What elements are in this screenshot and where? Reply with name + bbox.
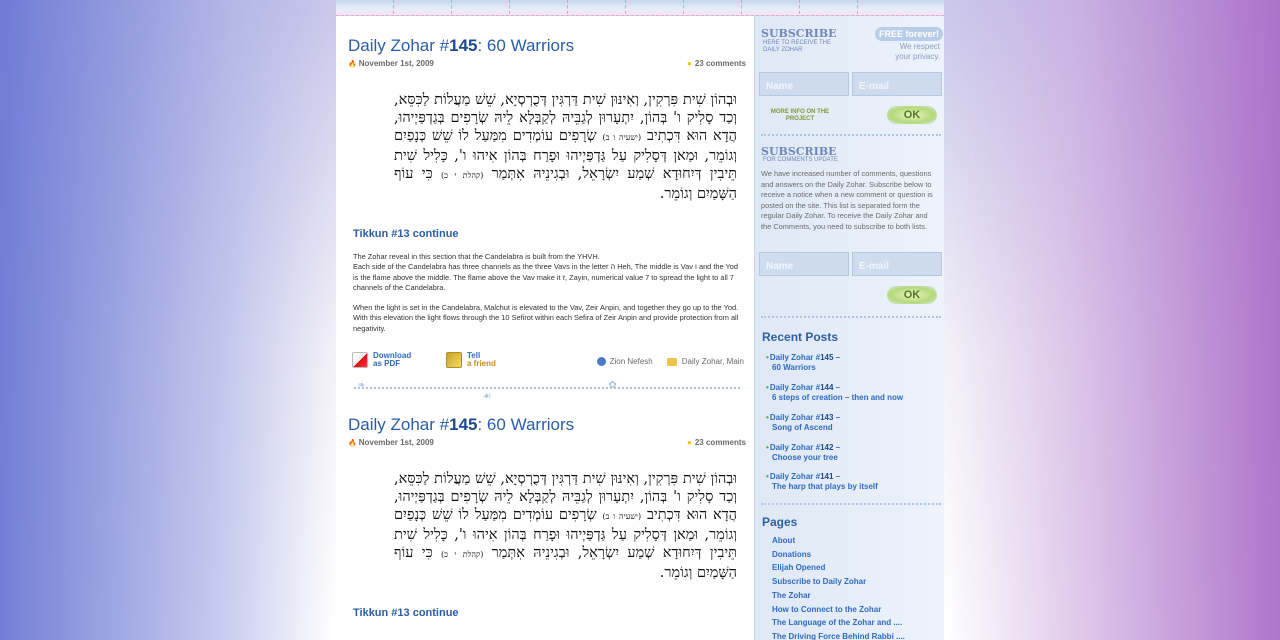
post-title-suffix: : 60 Warriors <box>477 415 575 435</box>
hebrew-reference: (קהלת י כ) <box>441 550 484 560</box>
tell-line: Tell <box>467 351 481 361</box>
recent-prefix: Daily Zohar # <box>769 413 821 422</box>
subscribe-subheading: HERE TO RECEIVE THE DAILY ZOHAR <box>763 40 832 53</box>
categories-link[interactable]: Daily Zohar, Main <box>681 357 744 367</box>
download-line: Download <box>373 351 412 361</box>
privacy-note: We respect your privacy. <box>895 42 940 61</box>
hebrew-reference: (קהלת י כ) <box>441 171 484 180</box>
recent-post-link[interactable] <box>766 383 936 403</box>
post <box>348 36 746 395</box>
pages-list <box>772 534 942 640</box>
hebrew-part: וּבְהוֹן שִׁית פִּרְקִין, וְאִינּוּן שִׁית דַּרְגִּין דְּכֻרְסְיָא, שֵׁשׁ מַעֲלוֹת לַכִּסֵּא, וְכַד סָלִיק ו' בְּהוֹן, יִתְעָרוּן לְגַבֵּיהּ לְקַבְּלָא לֵיהּ שְׂרָפִים בְּגַדְפַּיְיהוּ, הֲדָא הוּא דִּכְתִיב <box>394 471 738 524</box>
nav-item[interactable] <box>452 0 510 14</box>
hebrew-part: כִּי עוֹף הַשָּׁמַיִם וְגוֹמֵר. <box>394 166 737 202</box>
recent-subtitle: Choose your tree <box>772 453 838 462</box>
hebrew-reference: (ישעיה ו ב) <box>602 133 642 142</box>
sidebar-divider <box>761 134 941 142</box>
post <box>348 415 746 621</box>
tell-line: a friend <box>467 359 496 369</box>
megaphone-icon <box>446 352 462 368</box>
tell-a-friend-button[interactable] <box>446 352 496 368</box>
recent-dash: – <box>833 443 841 452</box>
recent-number: 142 <box>820 443 834 452</box>
post-body <box>353 252 743 334</box>
page-link-how-to-connect[interactable]: How to Connect to the Zohar <box>772 604 882 614</box>
recent-number: 145 <box>820 353 834 362</box>
main-column <box>348 16 746 621</box>
post-actions <box>348 350 746 376</box>
ok-button[interactable]: OK <box>887 106 937 124</box>
recent-post-title <box>766 413 840 422</box>
ok-button-comments[interactable]: OK <box>887 286 937 304</box>
subscribe-comments-heading: SUBSCRIBE <box>761 145 837 158</box>
download-line: as PDF <box>373 359 401 369</box>
recent-prefix: Daily Zohar # <box>769 472 821 481</box>
post-title-suffix: : 60 Warriors <box>477 36 575 55</box>
hebrew-text <box>394 470 737 596</box>
pages-heading: Pages <box>762 515 798 529</box>
paragraph: When the light is set in the Candelabra, Malchut is elevated to the Vav, Zeir Anpin, and together they go up to the Yod. With this elevation the light flows through the 10 Sefirot within each Sefira of Zeir Anpin and provide protection from all negativity. <box>353 303 739 333</box>
recent-post-title <box>766 383 840 392</box>
nav-item[interactable] <box>800 0 858 14</box>
recent-prefix: Daily Zohar # <box>769 353 821 362</box>
page-link-subscribe[interactable]: Subscribe to Daily Zohar <box>772 577 867 587</box>
recent-dash: – <box>833 353 841 362</box>
paragraph <box>353 252 743 293</box>
paragraph-line: The Zohar reveal in this section that the Candelabra is built from the YHVH. <box>353 252 600 261</box>
page-link-donations[interactable]: Donations <box>772 549 812 559</box>
recent-number: 143 <box>820 413 834 422</box>
recent-dash: – <box>833 413 841 422</box>
paragraph-line: Each side of the Candelabra has three channels as the three Vavs in the letter ה Heh, The middle is Vav ו and the Yod is the flame above the middle. The flame above the Vav make it ז, Zayin, numerical value 7 to spread the light to all 7 channels of the Candelabra. <box>353 262 739 292</box>
section-title: Tikkun #13 continue <box>353 228 459 240</box>
download-label <box>373 352 411 368</box>
post-meta <box>348 438 746 450</box>
recent-post-title <box>766 353 840 362</box>
recent-subtitle: 6 steps of creation – then and now <box>772 393 904 402</box>
nav-item[interactable] <box>336 0 394 14</box>
recent-prefix: Daily Zohar # <box>769 383 821 392</box>
user-icon <box>597 357 606 366</box>
recent-post-link[interactable] <box>766 413 936 433</box>
ornament-divider <box>348 381 746 395</box>
hebrew-part: וּבְהוֹן שִׁית פִּרְקִין, וְאִינּוּן שִׁית דַּרְגִּין דְּכֻרְסְיָא, שֵׁשׁ מַעֲלוֹת לַכִּסֵּא, וְכַד סָלִיק ו' בְּהוֹן, יִתְעָרוּן לְגַבֵּיהּ לְקַבְּלָא לֵיהּ שְׂרָפִים בְּגַדְפַּיְיהוּ, הֲדָא הוּא דִּכְתִיב <box>394 92 738 144</box>
author-link[interactable]: Zion Nefesh <box>609 357 653 367</box>
email-field[interactable]: E-mail <box>852 72 942 96</box>
hebrew-text <box>394 91 737 217</box>
nav-item[interactable] <box>568 0 626 14</box>
sidebar <box>754 16 944 640</box>
page-link-language[interactable]: The Language of the Zohar and .... <box>772 618 903 628</box>
nav-item[interactable] <box>510 0 568 14</box>
hebrew-part: שְׂרָפִים עוֹמְדִים מִמַּעַל לוֹ שֵׁשׁ כְּנָפַיִם וְגוֹמֵר, וּמַאן דְּסָלִיק עַל גַּדְפַּיְיהוּ וּפָרַח בְּהוֹן אִיהוּ ו', כָּלִיל שִׁית תֵּיבִין דְּיִחוּדָא שְׁמַע יִשְׂרָאֵל, וּבְגִינֵיהּ אִתְּמַר <box>394 507 738 562</box>
post-title-number: 145 <box>449 415 478 435</box>
page-link-the-zohar[interactable]: The Zohar <box>772 590 811 600</box>
email-field-comments[interactable]: E-mail <box>852 252 942 276</box>
sidebar-divider <box>761 316 941 324</box>
name-field-comments[interactable]: Name <box>759 252 849 276</box>
recent-subtitle: Song of Ascend <box>772 423 833 432</box>
recent-subtitle: 60 Warriors <box>772 363 816 372</box>
tell-label <box>467 352 496 368</box>
recent-prefix: Daily Zohar # <box>769 443 821 452</box>
download-pdf-button[interactable] <box>352 352 411 368</box>
recent-post-title <box>766 443 840 452</box>
post-title-link[interactable] <box>348 415 746 437</box>
more-info-link[interactable]: MORE INFO ON THE PROJECT <box>770 109 830 122</box>
recent-dash: – <box>833 383 841 392</box>
section-title: Tikkun #13 continue <box>353 607 459 620</box>
recent-post-link[interactable] <box>766 443 936 463</box>
recent-posts-heading: Recent Posts <box>762 330 839 344</box>
subscribe-comments-subheading: FOR COMMENTS UPDATE <box>763 157 838 163</box>
hebrew-part: שְׂרָפִים עוֹמְדִים מִמַּעַל לוֹ שֵׁשׁ כְּנָפַיִם וְגוֹמֵר, וּמַאן דְּסָלִיק עַל גַּדְפַּיְיהוּ וּפָרַח בְּהוֹן אִיהוּ ו', כָּלִיל שִׁית תֵּיבִין דְּיִחוּדָא שְׁמַע יִשְׂרָאֵל, וּבְגִינֵיהּ אִתְּמַר <box>394 128 738 182</box>
free-badge: FREE forever! <box>875 27 943 41</box>
comments-description: We have increased number of comments, questions and answers on the Daily Zohar. Subscribe below to receive a notice when a new comment or question is posted on the site. This list is separated form the regular Daily Zohar. To receive the Daily Zohar and the Comments, you need to subscribe to both lists. <box>761 169 933 231</box>
name-field[interactable]: Name <box>759 72 849 96</box>
post-title-prefix: Daily Zohar # <box>348 415 450 435</box>
post-title-number: 145 <box>449 36 478 55</box>
byline <box>597 357 744 366</box>
subscribe-heading: SUBSCRIBE <box>761 27 837 40</box>
nav-item[interactable] <box>684 0 742 14</box>
post-title-link[interactable] <box>348 36 746 58</box>
recent-dash: – <box>833 472 841 481</box>
recent-number: 141 <box>820 472 834 481</box>
pdf-icon <box>352 352 368 368</box>
page-container <box>336 0 944 640</box>
post-meta <box>348 59 746 71</box>
hebrew-part: כִּי עוֹף הַשָּׁמַיִם וְגוֹמֵר. <box>394 545 737 582</box>
comments-link[interactable]: ● 23 comments <box>687 438 746 450</box>
post-date: 🔥 November 1st, 2009 <box>348 59 434 71</box>
recent-post-link[interactable] <box>766 353 936 373</box>
top-navigation <box>336 0 944 16</box>
folder-icon <box>667 358 677 366</box>
page-link-driving-force[interactable]: The Driving Force Behind Rabbi .... <box>772 631 905 640</box>
recent-number: 144 <box>820 383 834 392</box>
comments-link[interactable]: ● 23 comments <box>687 59 746 71</box>
post-title-prefix: Daily Zohar # <box>348 36 450 55</box>
recent-post-link[interactable] <box>766 472 936 492</box>
nav-item[interactable] <box>394 0 452 14</box>
post-date: 🔥 November 1st, 2009 <box>348 438 434 450</box>
page-link-about[interactable]: About <box>772 536 796 545</box>
nav-item[interactable] <box>742 0 800 14</box>
recent-post-title <box>766 472 840 481</box>
nav-item[interactable] <box>626 0 684 14</box>
hebrew-reference: (ישעיה ו ב) <box>602 512 642 522</box>
page-link-elijah-opened[interactable]: Elijah Opened <box>772 563 826 573</box>
recent-subtitle: The harp that plays by itself <box>772 482 878 491</box>
sidebar-divider <box>761 503 941 511</box>
